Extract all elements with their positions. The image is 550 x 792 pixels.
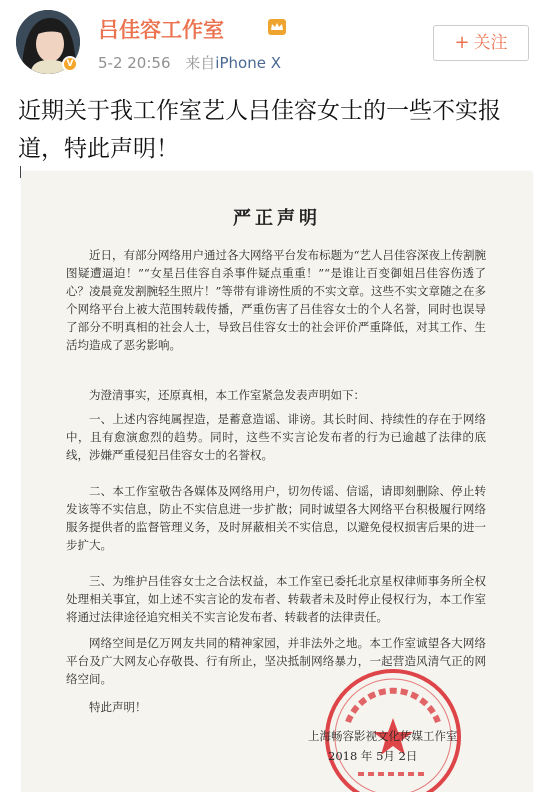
document-paragraph: 近日，有部分网络用户通过各大网络平台发布标题为“艺人吕佳容深夜上传割腕图疑遭逼迫！”“女星吕佳容自杀事件疑点重重！”“是谁让百变御姐吕佳容伤透了心？凌晨竟发割腕轻生照片！”等带有诽谤性质的不实文章。这些不实文章随之在多个网络平台上被大范围转载传播，严重伤害了吕佳容女士的个人名誉，同时也误导了部分不明真相的社会人士，导致吕佳容女士的社会评价严重降低，对其工作、生活均造成了恶劣影响。 xyxy=(66,248,486,352)
divider-mark xyxy=(20,166,21,178)
document-paragraph: 一、上述内容纯属捏造，是蓄意造谣、诽谤。其长时间、持续性的存在于网络中，且有愈演愈烈的趋势。同时，这些不实言论发布者的行为已逾越了法律的底线，涉嫌严重侵犯吕佳容女士的名誉权。 xyxy=(66,412,486,462)
post-time: 5-2 20:56 xyxy=(98,54,171,72)
crown-icon xyxy=(268,19,286,35)
document-paragraph: 网络空间是亿万网友共同的精神家园，并非法外之地。本工作室诚望各大网络平台及广大网友心存敬畏、行有所止，坚决抵制网络暴力，一起营造风清气正的网络空间。 xyxy=(66,636,486,686)
document-paragraph: 三、为维护吕佳容女士之合法权益，本工作室已委托北京星权律师事务所全权处理相关事宜，如上述不实言论的发布者、转载者未及时停止侵权行为，本工作室将通过法律途径追究相关不实言论发布者、转载者的法律责任。 xyxy=(66,574,486,624)
post-meta xyxy=(98,52,281,73)
document-date: 2018 年 5月 2日 xyxy=(328,749,418,763)
verified-badge-icon: V xyxy=(62,56,78,72)
document-title: 严正声明 xyxy=(233,208,321,229)
device-link[interactable]: iPhone X xyxy=(215,54,281,72)
source-prefix: 来自 xyxy=(185,54,216,72)
document-paragraph: 二、本工作室敬告各媒体及网络用户，切勿传谣、信谣，请即刻删除、停止转发该等不实信息，防止不实信息进一步扩散；同时诚望各大网络平台积极履行网络服务提供者的监督管理义务，及时屏蔽相关不实信息，以避免侵权损害后果的进一步扩大。 xyxy=(66,484,486,552)
red-seal-stamp xyxy=(318,662,468,792)
plus-icon: + xyxy=(454,32,470,53)
document-paragraph: 特此声明！ xyxy=(89,700,147,714)
follow-label: 关注 xyxy=(473,33,508,53)
follow-button[interactable] xyxy=(433,25,529,61)
username[interactable]: 吕佳容工作室 xyxy=(98,18,224,42)
post-header xyxy=(0,0,550,86)
document-signature: 上海畅容影视文化传媒工作室 xyxy=(308,729,458,743)
document-paragraph: 为澄清事实，还原真相，本工作室紧急发表声明如下： xyxy=(89,388,365,402)
post-text: 近期关于我工作室艺人吕佳容女士的一些不实报道，特此声明！ xyxy=(18,98,501,162)
statement-image[interactable] xyxy=(22,172,532,792)
